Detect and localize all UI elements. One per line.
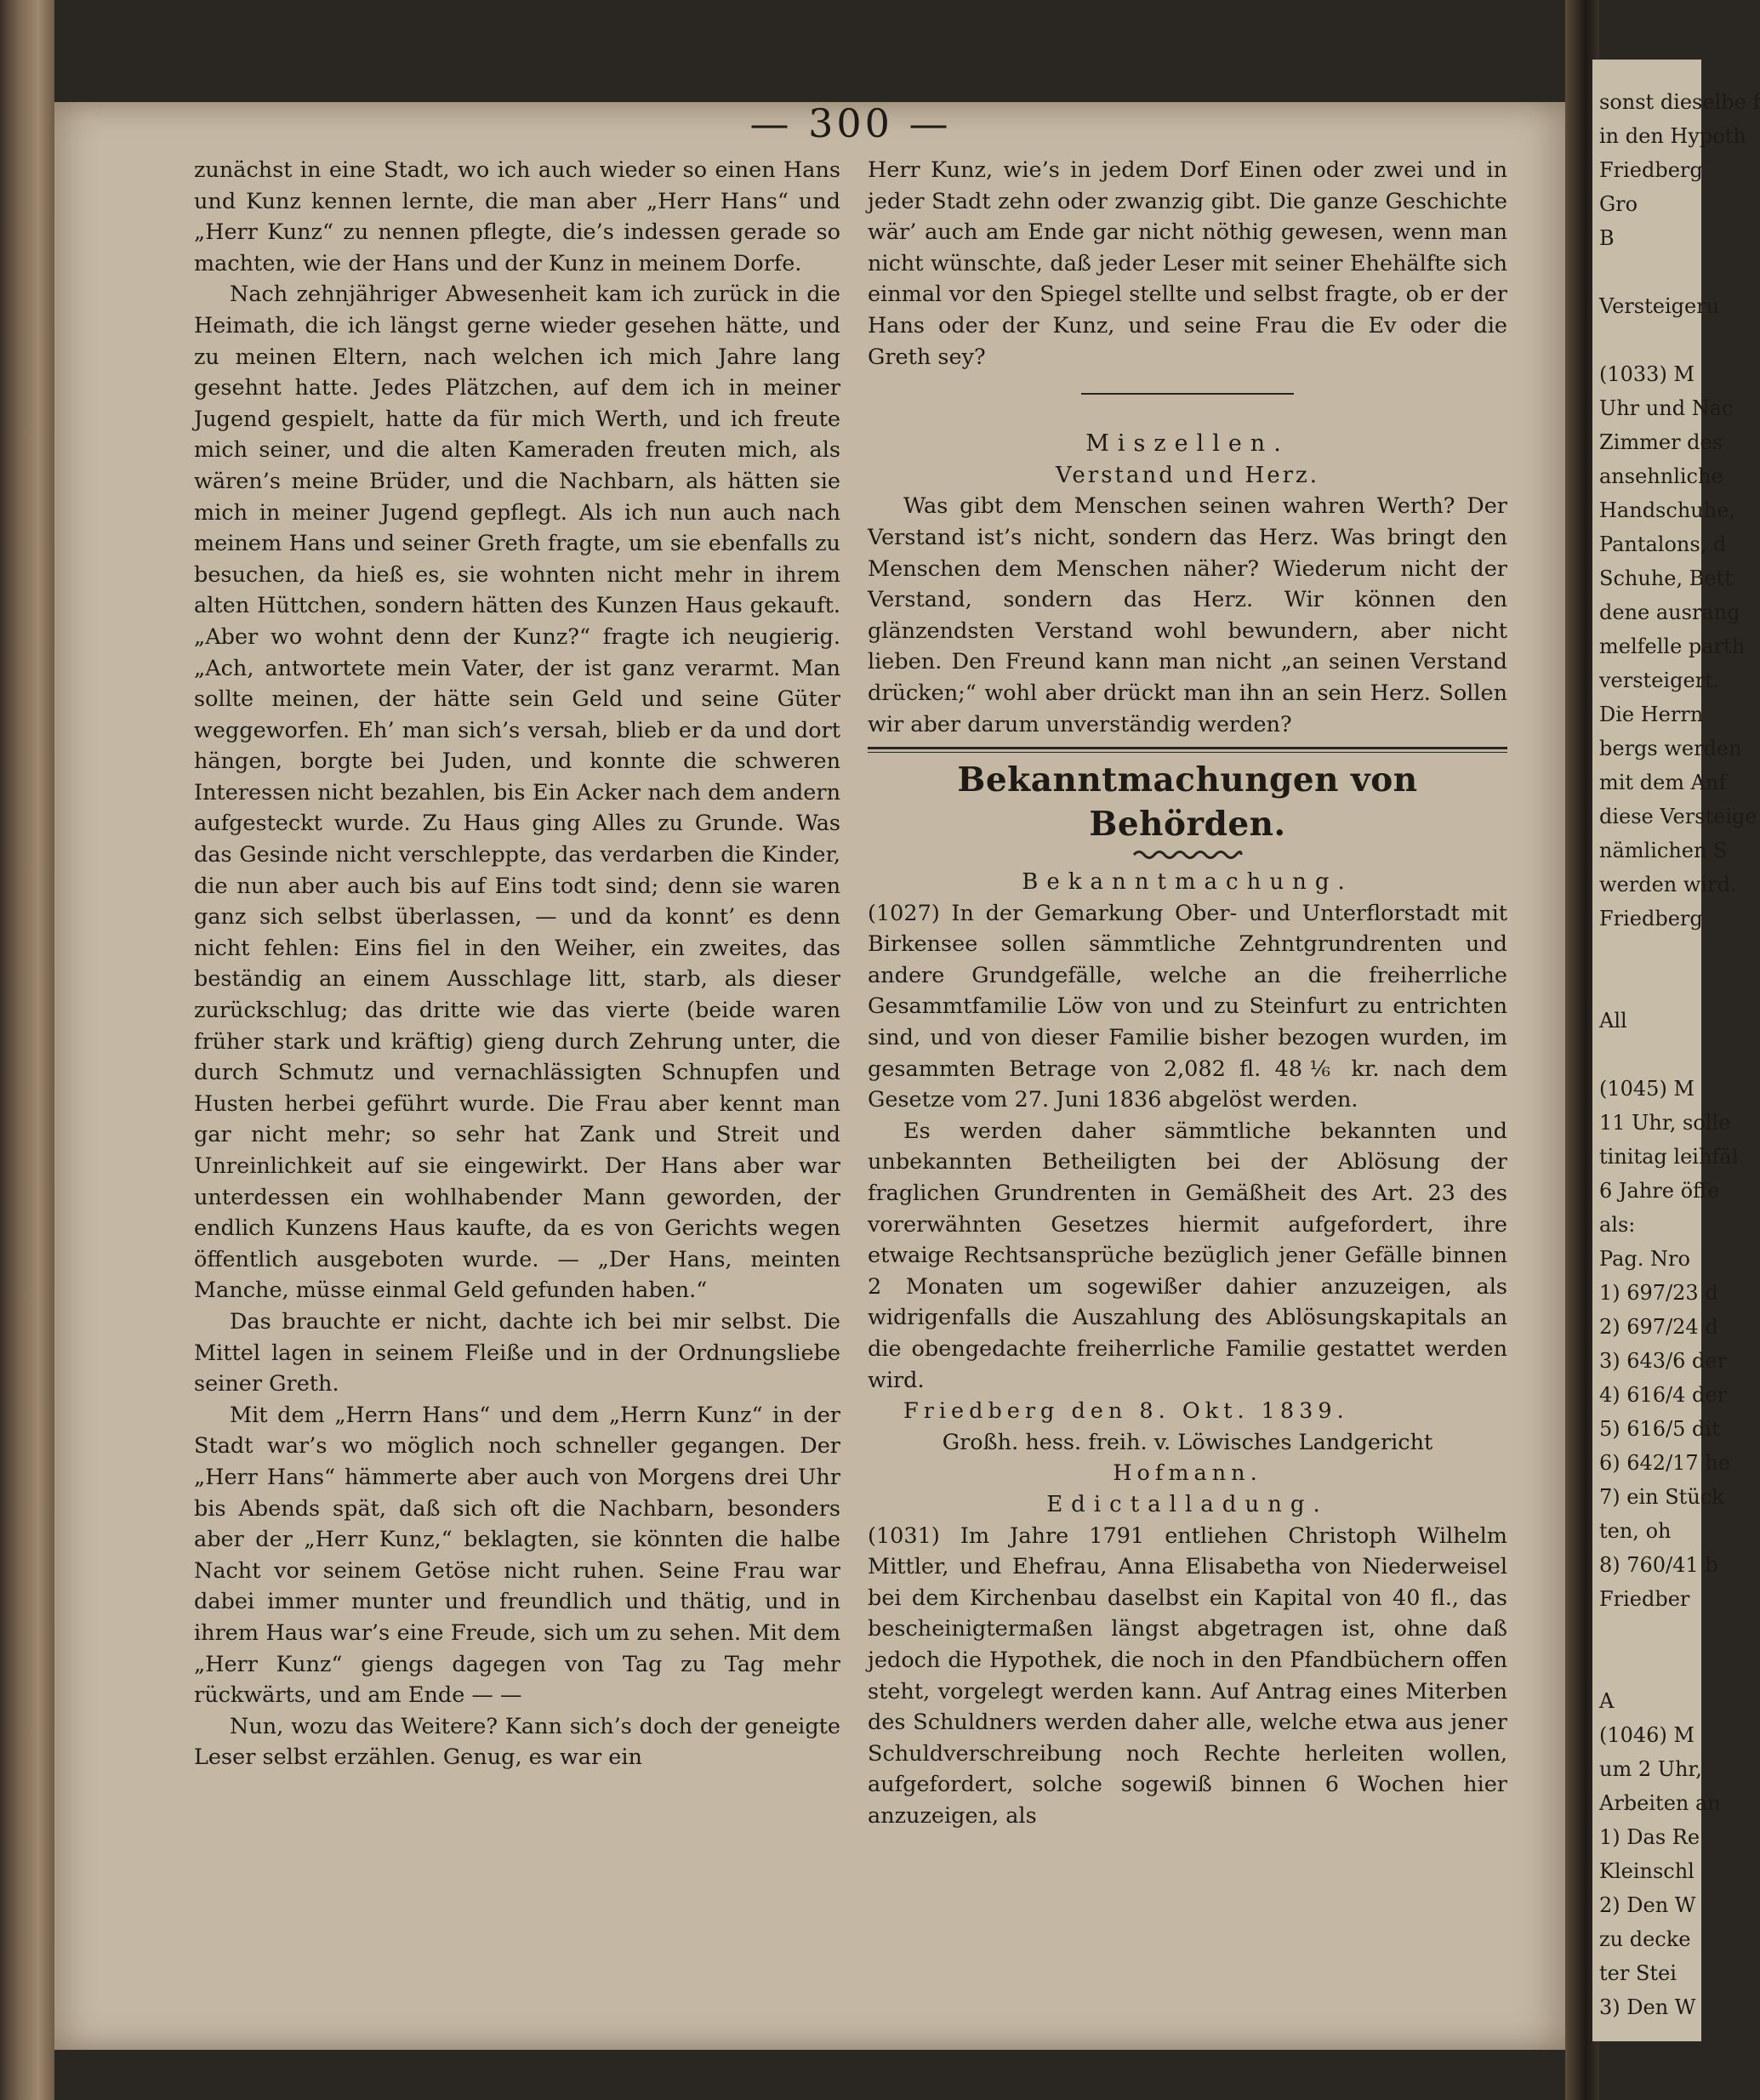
next-page-line: versteigert. [1599,669,1720,692]
left-paragraph: Nach zehnjähriger Abwesenheit kam ich zurück in die Heimath, die ich längst gerne wieder gesehen hätte, und zu meinen Eltern, nach welchen ich mich Jahre lang gesehnt hatte. Jedes Plätzchen, auf dem ich in meiner Jugend gespielt, hatte da für mich Werth, und ich freute mich seiner, und die alten Kameraden freuten mich, als wären’s meine Brüder, und die Nachbarn, als hätten sie mich in meiner Jugend gepflegt. Als ich nun auch nach meinem Hans und seiner Greth fragte, um sie ebenfalls zu besuchen, da hieß es, sie wohnten nicht mehr in ihrem alten Hüttchen, sondern hätten des Kunzen Haus gekauft. „Aber wo wohnt denn der Kunz?“ fragte ich neugierig. „Ach, antwortete mein Vater, der ist ganz verarmt. Man sollte meinen, der hätte sein Geld und seine Güter weggeworfen. Eh’ man sich’s versah, blieb er da und dort hängen, borgte bei Juden, und konnte die schweren Interessen nicht bezahlen, bis Ein Acker nach dem andern aufgesteckt wurde. Zu Haus ging Alles zu Grunde. Was das Gesinde nicht verschleppte, das verdarben die Kinder, die nun aber auch bis auf Eins todt sind; denn sie waren ganz sich selbst überlassen, — und da konnt’ es denn nicht fehlen: Eins fiel in den Weiher, ein zweites, das beständig an einem Ausschlage litt, starb, als dieser zurückschlug; das dritte wie das vierte (beide waren früher stark und kräftig) gieng durch Zehrung unter, die durch Schmutz und vernachlässigten Schnupfen und Husten herbei geführt wurde. Die Frau aber kennt man gar nicht mehr; so sehr hat Zank und Streit und Unreinlichkeit auf sie eingewirkt. Der Hans aber war unterdessen ein wohlhabender Mann geworden, der endlich Kunzens Haus kaufte, da es von Gerichts wegen öffentlich ausgeboten wurde. — „Der Hans, meinten Manche, müsse einmal Geld gefunden haben.“ [194,282,840,1304]
double-rule [868,747,1507,753]
next-page-line [1599,936,1760,970]
next-page-line: dene ausrang [1599,600,1740,624]
next-page-line: 2) Den W [1599,1893,1696,1917]
next-page-line: 4) 616/4 der [1599,1383,1728,1407]
left-paragraph: Mit dem „Herrn Hans“ und dem „Herrn Kunz“ in der Stadt war’s wo möglich noch schneller gegangen. Der „Herr Hans“ hämmerte aber auch von Morgens drei Uhr bis Abends spät, daß sich oft die Nachbarn, besonders aber der „Herr Kunz,“ beklagten, sie könnten die halbe Nacht vor seinem Getöse nicht ruhen. Seine Frau war dabei immer munter und freundlich und thätig, und in ihrem Haus war’s eine Freude, sich um zu sehen. Mit dem „Herr Kunz“ giengs dagegen von Tag zu Tag mehr rückwärts, und am Ende — — [194,1402,840,1709]
notice-paragraph: (1031) Im Jahre 1791 entliehen Christoph Wilhelm Mittler, und Ehefrau, Anna Elisabetha von Niederweisel bei dem Kirchenbau daselbst ein Kapital von 40 fl., das bescheinigtermaßen längst abgetragen ist, ohne daß jedoch die Hypothek, die noch in den Pfandbüchern offen steht, vorgelegt werden kann. Auf Antrag eines Miterben des Schuldners werden daher alle, welche etwa aus jener Schuldverschreibung noch Rechte herleiten wollen, aufgefordert, solche sogewiß binnen 6 Wochen hier anzuzeigen, als [868,1522,1507,1829]
notice-date-line: Friedberg den 8. Okt. 1839. [903,1398,1349,1425]
next-page-line: 11 Uhr, solle [1599,1111,1731,1135]
next-page-line: 2) 697/24 d [1599,1315,1718,1339]
left-paragraph: zunächst in eine Stadt, wo ich auch wieder so einen Hans und Kunz kennen lernte, die man aber „Herr Hans“ und „Herr Kunz“ zu nennen pflegte, die’s indessen gerade so machten, wie der Hans und der Kunz in meinem Dorfe. [194,157,840,276]
next-page-line: tinitag leihfäl [1599,1145,1739,1169]
wavy-ornament [868,846,1507,867]
next-page-line: diese Versteige [1599,805,1757,828]
next-page-line: Die Herrn [1599,703,1704,726]
next-page-line: Friedberg [1599,907,1703,930]
next-page-line: bergs werden [1599,737,1742,760]
next-page-line: All [1599,1009,1627,1033]
next-page-line: (1045) M [1599,1077,1695,1101]
next-page-line: Pag. Nro [1599,1247,1690,1271]
next-page-line: nämlichen S [1599,839,1728,862]
next-page-line: ansehnliche [1599,464,1723,488]
notice-paragraph: Es werden daher sämmtliche bekannten und unbekannten Betheiligten bei der Ablösung der fraglichen Grundrenten in Gemäßheit des Art. 23 des vorerwähnten Gesetzes hiermit aufgefordert, ihre etwaige Rechtsansprüche bezüglich jener Gefälle binnen 2 Monaten um sogewißer dahier anzuzeigen, als widrigenfalls die Auszahlung des Ablösungskapitals an die obengedachte freiherrliche Familie gestattet werden wird. [868,1118,1507,1393]
next-page-line: mit dem Anf [1599,771,1727,794]
next-page-line: Uhr und Nac [1599,396,1734,420]
next-page-line: in den Hypoth [1599,124,1746,148]
next-page-line: um 2 Uhr, [1599,1757,1702,1781]
next-page-line [1599,323,1760,357]
next-page-line: ten, oh [1599,1519,1672,1543]
section-subtitle: Verstand und Herz. [1055,462,1319,488]
next-page-line [1599,255,1760,289]
book-page-edges [0,0,54,2100]
notice-authority: Großh. hess. freih. v. Löwisches Landgericht [942,1429,1433,1455]
next-page-line: 8) 760/41 b [1599,1553,1718,1577]
next-page-line: Handschuhe, [1599,498,1736,522]
next-page-line: Versteigeru [1599,294,1720,318]
notice-paragraph: (1027) In der Gemarkung Ober- und Unterflorstadt mit Birkensee sollen sämmtliche Zehntgrundrenten und andere Grundgefälle, welche an die freiherrliche Gesammtfamilie Löw von und zu Steinfurt zu entrichten sind, und von dieser Familie bisher bezogen wurden, im gesammten Betrage von 2,082 fl. 48⅙ kr. nach dem Gesetze vom 27. Juni 1836 abgelöst werden. [868,900,1507,1113]
next-page-line: 6) 642/17 he [1599,1451,1730,1475]
next-page-line: 3) 643/6 der [1599,1349,1728,1373]
wavy-line-ornament [1132,848,1243,862]
next-page-line: als: [1599,1213,1636,1237]
next-page-line [1599,1616,1760,1650]
right-column [868,155,1507,1832]
miszellen-paragraph: Was gibt dem Menschen seinen wahren Werth? Der Verstand ist’s nicht, sondern das Herz. Was bringt den Menschen dem Menschen näher? Wiederum nicht der Verstand, sondern das Herz. Wir können den glänzendsten Verstand wohl bewundern, aber nicht lieben. Den Freund kann man nicht „an seinen Verstand drücken;“ wohl aber drückt man ihn an sein Herz. Sollen wir aber darum unverständig werden? [868,493,1507,737]
next-page-line: Pantalons, d [1599,532,1727,556]
next-page-line: zu decke [1599,1927,1691,1951]
next-page-line: B [1599,226,1615,250]
next-page-line: sonst dieselbe f [1599,90,1760,114]
next-page-line: 3) Den W [1599,1995,1696,2019]
next-page-line: A [1599,1689,1615,1713]
next-page-line: (1046) M [1599,1723,1695,1747]
next-page-line: 7) ein Stück [1599,1485,1724,1509]
notice-heading-bekanntmachung: Bekanntmachung. [1022,869,1353,896]
next-page-line: melfelle parth [1599,635,1746,658]
next-page-text [1599,85,1760,2024]
next-page-line: (1033) M [1599,362,1695,386]
next-page-fragment [1592,60,1760,2041]
next-page-line: werden wird. [1599,873,1737,896]
next-page-line: Friedber [1599,1587,1690,1611]
section-divider [1081,393,1294,395]
left-paragraph: Das brauchte er nicht, dachte ich bei mir selbst. Die Mittel lagen in seinem Fleiße und in der Ordnungsliebe seiner Greth. [194,1308,840,1397]
next-page-line [1599,1650,1760,1684]
next-page-line: Kleinschl [1599,1859,1694,1883]
section-title-miszellen: Miszellen. [1085,430,1290,458]
left-column [194,155,840,1773]
next-page-line: 1) 697/23 d [1599,1281,1718,1305]
next-page-line: Zimmer des [1599,430,1723,454]
left-paragraph: Nun, wozu das Weitere? Kann sich’s doch der geneigte Leser selbst erzählen. Genug, es war ein [194,1713,840,1771]
next-page-line: 6 Jahre öffe [1599,1179,1720,1203]
notice-heading-edictalladung: Edictalladung. [1046,1491,1329,1517]
next-page-line: Friedberg [1599,158,1703,182]
story-ending-paragraph: Herr Kunz, wie’s in jedem Dorf Einen oder zwei und in jeder Stadt zehn oder zwanzig gibt. Die ganze Geschichte wär’ auch am Ende gar nicht nöthig gewesen, wenn man nicht wünschte, daß jeder Leser mit seiner Ehehälfte sich einmal vor den Spiegel stellte und selbst fragte, ob er der Hans oder der Kunz, und seine Frau die Ev oder die Greth sey? [868,157,1507,370]
next-page-line: 1) Das Re [1599,1825,1700,1849]
next-page-line [1599,1038,1760,1072]
page-number: — 300 — [749,100,952,146]
next-page-line [1599,970,1760,1004]
next-page-line: Arbeiten an [1599,1791,1721,1815]
notice-signatory: Hofmann. [1113,1460,1262,1487]
next-page-line: Schuhe, Bett [1599,566,1733,590]
next-page-line: ter Stei [1599,1961,1677,1985]
main-heading-bekanntmachungen: Bekanntmachungen von Behörden. [957,760,1418,845]
next-page-line: Gro [1599,192,1638,216]
next-page-line: 5) 616/5 dit [1599,1417,1720,1441]
